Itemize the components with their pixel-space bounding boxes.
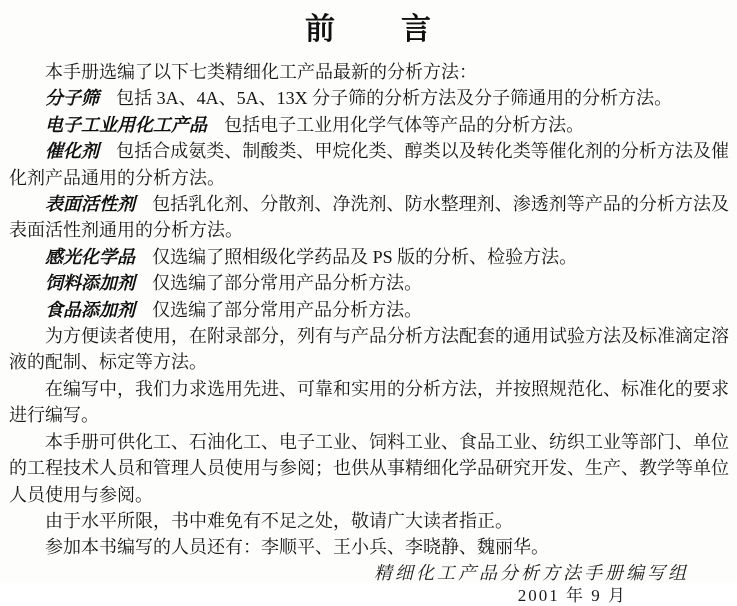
preface-paragraph bbox=[9, 138, 729, 191]
signature: 精细化工产品分析方法手册编写组 bbox=[374, 562, 689, 583]
category-lead: 饲料添加剂 bbox=[45, 273, 135, 294]
preface-paragraph bbox=[9, 508, 729, 534]
preface-paragraph bbox=[9, 297, 729, 323]
paragraph-text: 包括 3A、4A、5A、13X 分子筛的分析方法及分子筛通用的分析方法。 bbox=[116, 88, 673, 109]
preface-paragraph bbox=[9, 429, 729, 508]
preface-paragraph bbox=[9, 270, 729, 296]
preface-paragraph bbox=[9, 244, 729, 270]
category-lead: 分子筛 bbox=[45, 88, 99, 109]
page-title: 前 言 bbox=[305, 13, 433, 46]
date: 2001 年 9 月 bbox=[517, 585, 627, 605]
paragraph-text: 包括乳化剂、分散剂、净洗剂、防水整理剂、渗透剂等产品的分析方法及表面活性剂通用的分析方法。 bbox=[9, 194, 730, 241]
preface-paragraph bbox=[9, 85, 729, 111]
preface-body bbox=[9, 59, 729, 561]
preface-paragraph bbox=[9, 112, 729, 138]
paragraph-text: 在编写中，我们力求选用先进、可靠和实用的分析方法，并按照规范化、标准化的要求进行编写。 bbox=[9, 378, 729, 426]
paragraph-text: 包括电子工业用化学气体等产品的分析方法。 bbox=[224, 114, 585, 135]
paragraph-text: 仅选编了部分常用产品分析方法。 bbox=[152, 299, 423, 320]
category-lead: 食品添加剂 bbox=[45, 299, 135, 320]
preface-paragraph bbox=[9, 191, 729, 244]
paragraph-text: 本手册可供化工、石油化工、电子工业、饲料工业、食品工业、纺织工业等部门、单位的工程技术人员和管理人员使用与参阅；也供从事精细化学品研究开发、生产、教学等单位人员使用与参阅。 bbox=[9, 431, 729, 505]
preface-paragraph bbox=[9, 323, 729, 376]
paragraph-text: 仅选编了照相级化学药品及 PS 版的分析、检验方法。 bbox=[152, 246, 578, 267]
paragraph-text: 仅选编了部分常用产品分析方法。 bbox=[152, 273, 423, 294]
preface-paragraph bbox=[9, 59, 729, 85]
paragraph-text: 本手册选编了以下七类精细化工产品最新的分析方法： bbox=[45, 62, 477, 82]
category-lead: 感光化学品 bbox=[45, 246, 135, 267]
category-lead: 催化剂 bbox=[45, 141, 100, 162]
paragraph-text: 参加本书编写的人员还有：李顺平、王小兵、李晓静、魏丽华。 bbox=[45, 537, 549, 558]
paragraph-text: 为方便读者使用，在附录部分，列有与产品分析方法配套的通用试验方法及标准滴定溶液的配制、标定等方法。 bbox=[9, 326, 729, 373]
paragraph-text: 由于水平所限，书中难免有不足之处，敬请广大读者指正。 bbox=[45, 510, 513, 531]
paragraph-text: 包括合成氨类、制酸类、甲烷化类、醇类以及转化类等催化剂的分析方法及催化剂产品通用的分析方法。 bbox=[9, 141, 729, 188]
category-lead: 电子工业用化工产品 bbox=[45, 114, 207, 135]
category-lead: 表面活性剂 bbox=[45, 194, 136, 215]
preface-paragraph bbox=[9, 534, 729, 560]
preface-paragraph bbox=[9, 376, 729, 429]
